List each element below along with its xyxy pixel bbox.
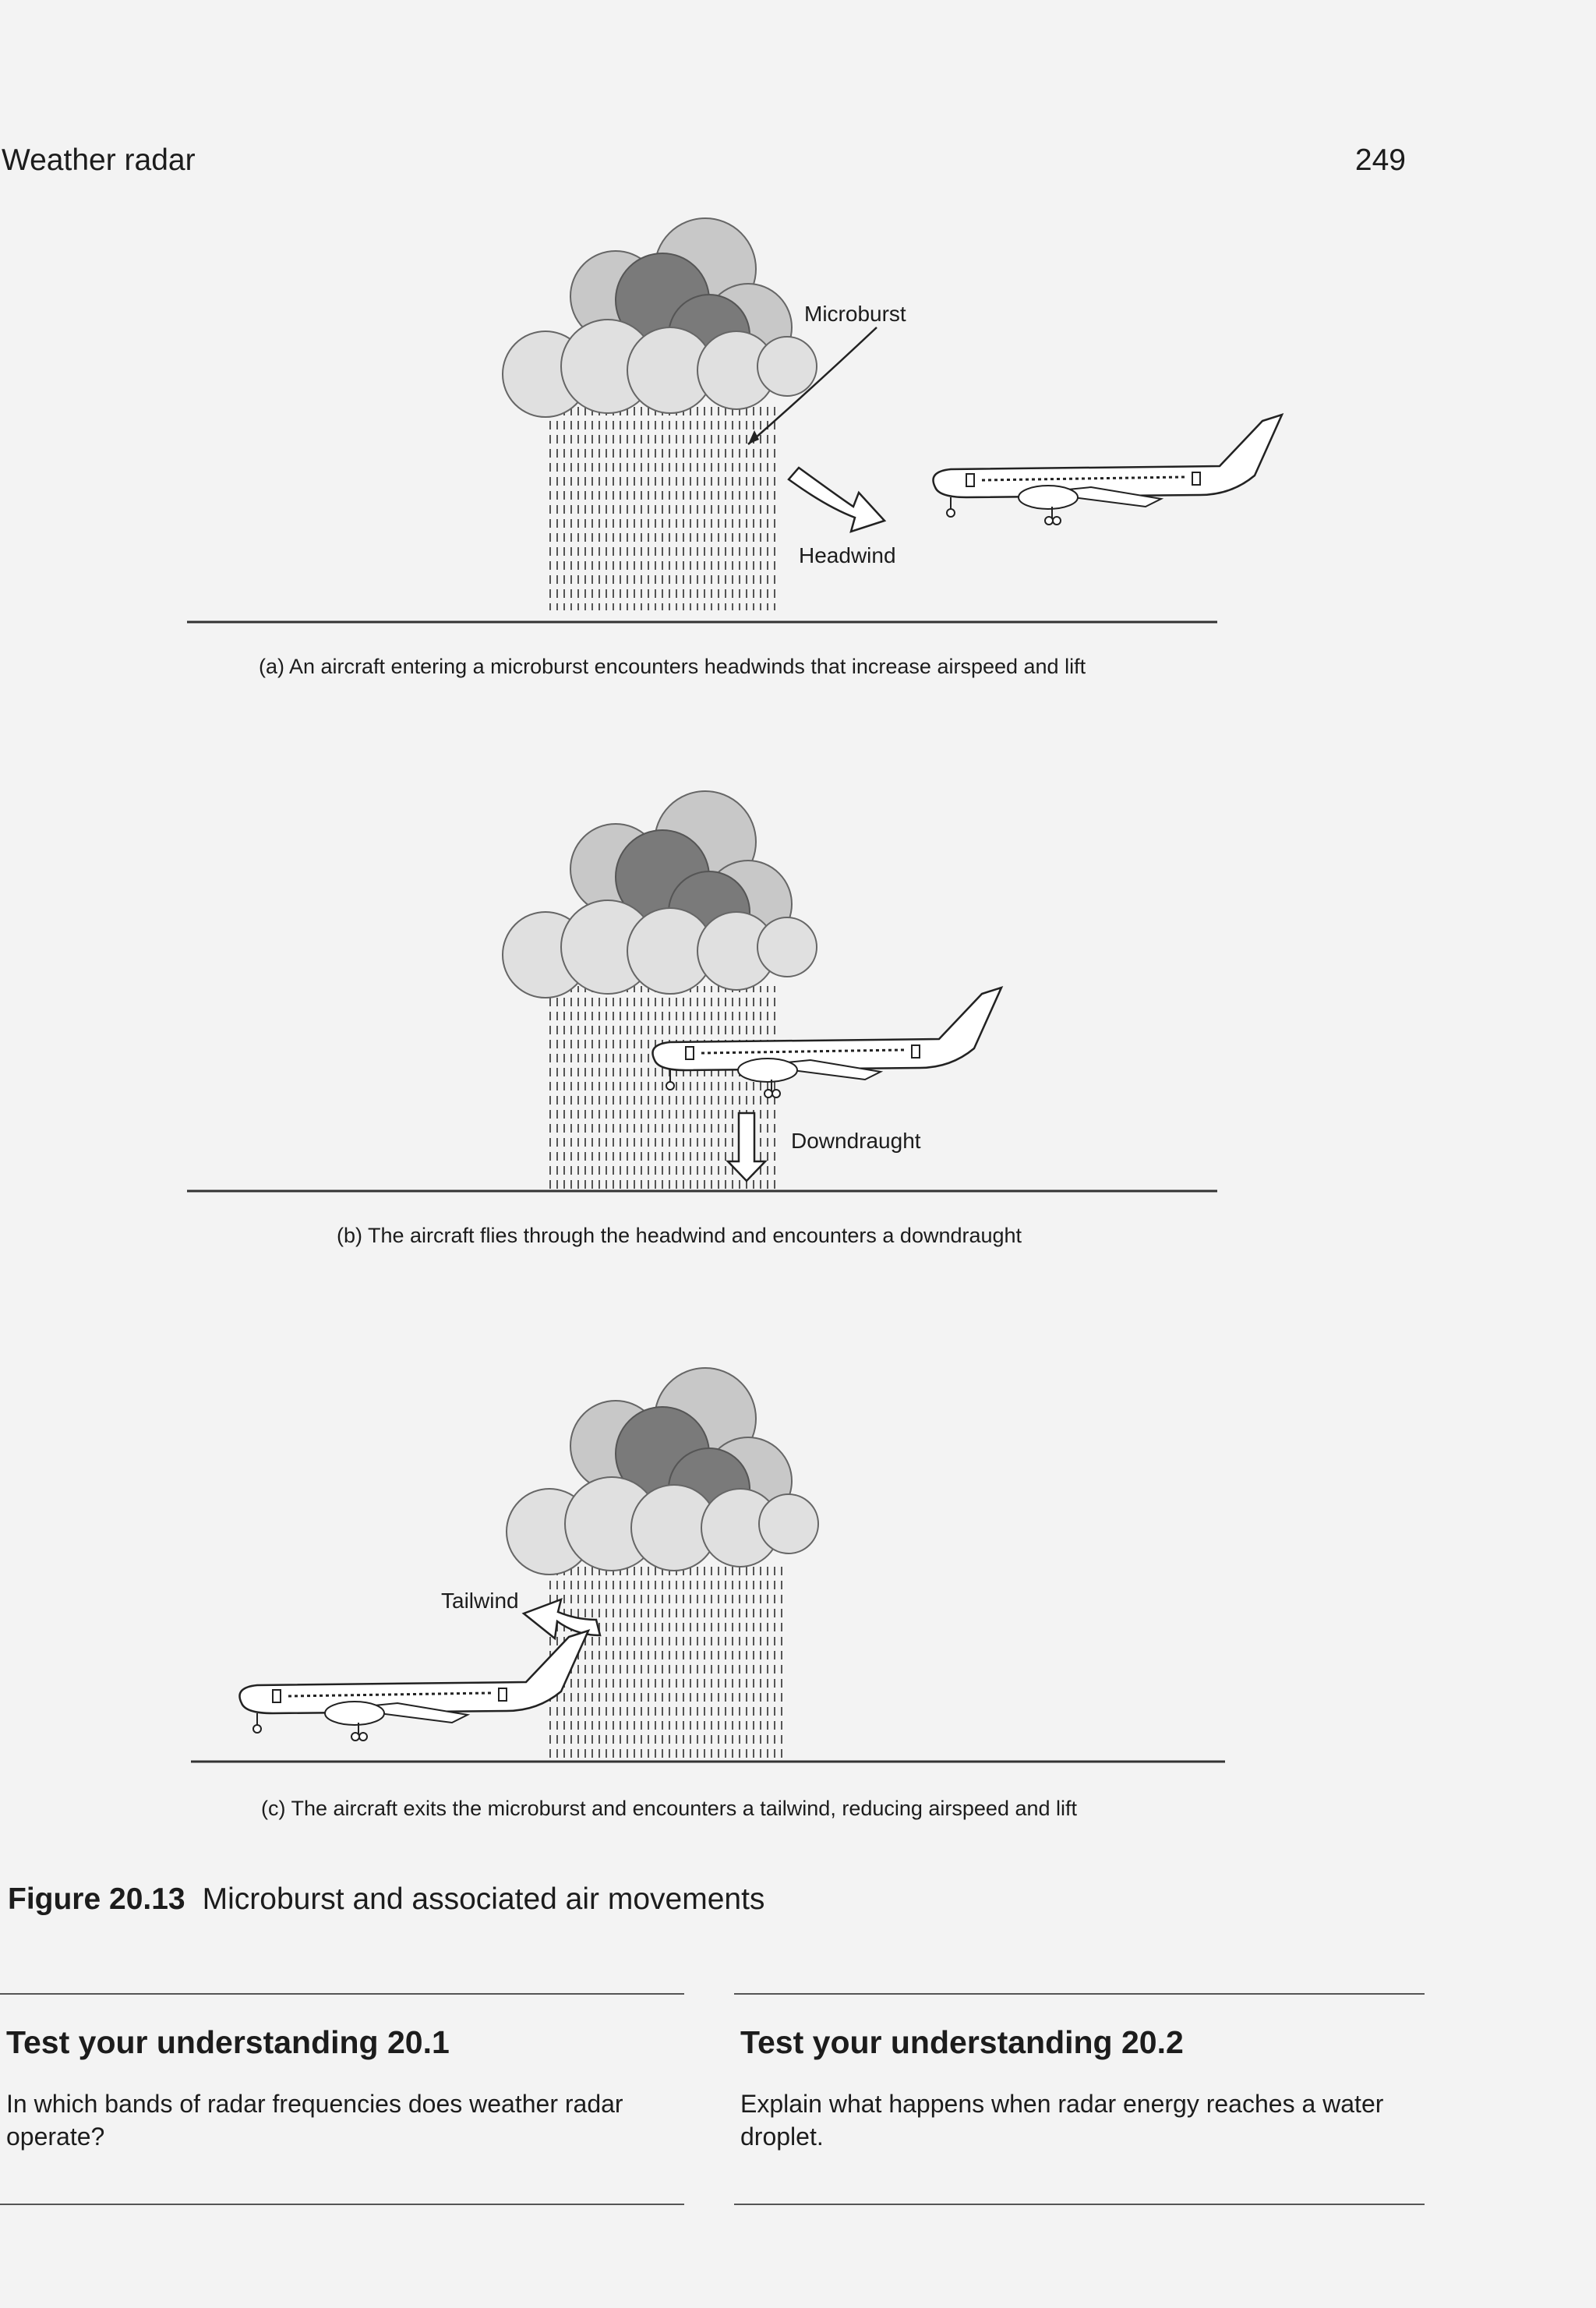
test-box-title: Test your understanding 20.2 (740, 2024, 1184, 2060)
panel-b-caption: (b) The aircraft flies through the headwind and encounters a downdraught (337, 1224, 1022, 1247)
downdraught-label: Downdraught (791, 1129, 921, 1153)
figure-title: Microburst and associated air movements (202, 1882, 765, 1916)
figure-panel-a (0, 210, 1596, 647)
figure-number: Figure 20.13 (8, 1882, 185, 1916)
storm-cloud-icon (503, 791, 817, 1193)
box-bottom-rule (734, 2204, 1425, 2205)
tailwind-label: Tailwind (441, 1589, 519, 1613)
storm-cloud-icon (503, 218, 817, 610)
test-box-title: Test your understanding 20.1 (6, 2024, 450, 2060)
storm-cloud-icon (507, 1368, 818, 1758)
test-box-20-2 (734, 1993, 1425, 2205)
panel-c-caption: (c) The aircraft exits the microburst and encounters a tailwind, reducing airspeed and lift (261, 1797, 1078, 1820)
aircraft-icon (934, 415, 1283, 525)
headwind-arrow-icon (789, 468, 885, 532)
test-box-question: In which bands of radar frequencies does weather radar operate? (6, 2090, 623, 2151)
box-top-rule (734, 1993, 1425, 1995)
test-box-question: Explain what happens when radar energy reaches a water droplet. (740, 2090, 1384, 2151)
headwind-label: Headwind (799, 543, 896, 567)
figure-panel-b (0, 787, 1596, 1224)
page-number: 249 (1354, 143, 1406, 177)
test-box-20-1 (0, 1993, 684, 2205)
microburst-label: Microburst (804, 302, 906, 326)
panel-a-caption: (a) An aircraft entering a microburst encounters headwinds that increase airspeed and lift (259, 655, 1086, 678)
figure-panel-c (0, 1356, 1596, 1793)
figure-caption (8, 1882, 764, 1917)
box-bottom-rule (0, 2204, 684, 2205)
box-top-rule (0, 1993, 684, 1995)
aircraft-icon (240, 1631, 589, 1741)
running-header-section: Weather radar (2, 143, 196, 177)
